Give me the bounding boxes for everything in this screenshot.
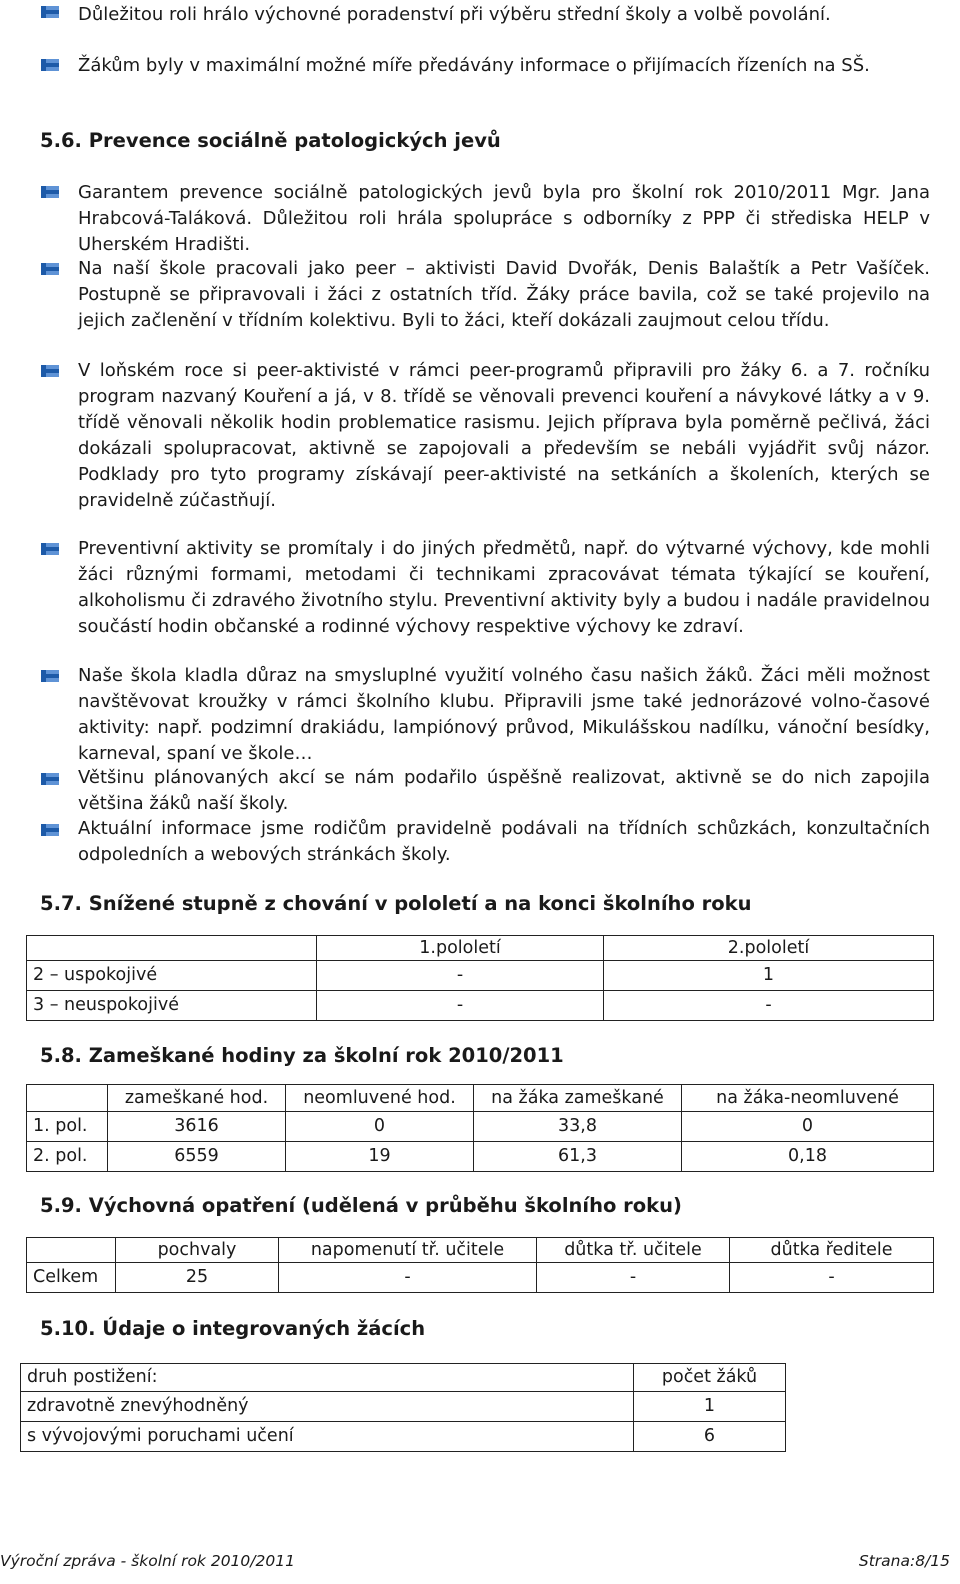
- page-number: Strana:8/15: [858, 1552, 950, 1570]
- table-header-cell: druh postižení:: [21, 1364, 634, 1392]
- table-cell: 0,18: [682, 1142, 934, 1172]
- table-cell: Celkem: [27, 1263, 116, 1293]
- table-cell: -: [730, 1263, 934, 1293]
- table-header-cell: zameškané hod.: [108, 1085, 286, 1112]
- missed-hours-table: [26, 1084, 934, 1172]
- table-cell: zdravotně znevýhodněný: [21, 1392, 634, 1422]
- bullet-icon: [40, 668, 60, 684]
- bullet-text: Preventivní aktivity se promítaly i do jiných předmětů, např. do výtvarné výchovy, kde mohli žáci různými formami, metodami či technikami zpracovávat témata týkající se kouření, alkoholismu či zdravého životního stylu. Preventivní aktivity byly a budou i nadále pravidelnou součástí hodin občanské a rodinné výchovy respektive výchovy ke zdraví.: [78, 538, 930, 637]
- bullet-icon: [40, 822, 60, 838]
- section-heading-5-6: 5.6. Prevence sociálně patologických jevů: [40, 129, 501, 152]
- table-cell: 6559: [108, 1142, 286, 1172]
- table-row: [27, 1142, 934, 1172]
- table-header-cell: 1.pololetí: [317, 936, 604, 961]
- behavior-grades-table: [26, 935, 934, 1021]
- table-cell: 1. pol.: [27, 1112, 108, 1142]
- table-cell: s vývojovými poruchami učení: [21, 1422, 634, 1452]
- table-row: [27, 961, 934, 991]
- table-cell: 2. pol.: [27, 1142, 108, 1172]
- table-row: [27, 1112, 934, 1142]
- bullet-text: Naše škola kladla důraz na smysluplné využití volného času našich žáků. Žáci měli možnost navštěvovat kroužky v rámci školního klubu. Připravili jsme také jednorázové volno-časové aktivity: např. podzimní drakiádu, lampiónový průvod, Mikulášskou nadílku, vánoční besídky, karneval, spaní ve škole…: [78, 665, 930, 764]
- table-header-cell: pochvaly: [116, 1238, 279, 1263]
- bullet-icon: [40, 261, 60, 277]
- table-cell: -: [317, 991, 604, 1021]
- table-cell: 2 – uspokojivé: [27, 961, 317, 991]
- bullet-text: Žákům byly v maximální možné míře předávány informace o přijímacích řízeních na SŠ.: [78, 55, 870, 76]
- table-cell: 6: [634, 1422, 786, 1452]
- table-row: [27, 991, 934, 1021]
- table-header-cell: [27, 1085, 108, 1112]
- table-header-cell: 2.pololetí: [604, 936, 934, 961]
- table-cell: 3 – neuspokojivé: [27, 991, 317, 1021]
- table-cell: -: [279, 1263, 537, 1293]
- bullet-icon: [40, 57, 60, 73]
- bullet-text: Důležitou roli hrálo výchovné poradenství při výběru střední školy a volbě povolání.: [78, 4, 831, 25]
- table-header-cell: neomluvené hod.: [286, 1085, 474, 1112]
- table-header-cell: počet žáků: [634, 1364, 786, 1392]
- section-heading-5-9: 5.9. Výchovná opatření (udělená v průběhu školního roku): [40, 1194, 682, 1217]
- bullet-text: V loňském roce si peer-aktivisté v rámci peer-programů připravili pro žáky 6. a 7. ročníku program nazvaný Kouření a já, v 8. třídě se věnovali prevenci kouření a návykové látky a v 9. třídě věnovali několik hodin problematice rasismu. Jejich příprava byla poměrně pečlivá, žáci dokázali spolupracovat, aktivně se zapojovali a především se nebáli vyjádřit svůj názor. Podklady pro tyto programy získávají peer-aktivisté na setkáních a školeních, kterých se pravidelně zúčastňují.: [78, 360, 930, 511]
- table-cell: -: [317, 961, 604, 991]
- bullet-text: Garantem prevence sociálně patologických jevů byla pro školní rok 2010/2011 Mgr. Jana Hrabcová-Taláková. Důležitou roli hrála spolupráce s odborníky z PPP či střediska HELP v Uherském Hradišti.: [78, 182, 930, 255]
- bullet-text: Většinu plánovaných akcí se nám podařilo úspěšně realizovat, aktivně se do nich zapojila většina žáků naší školy.: [78, 767, 930, 814]
- table-cell: 1: [634, 1392, 786, 1422]
- section-heading-5-7: 5.7. Snížené stupně z chování v pololetí a na konci školního roku: [40, 892, 752, 915]
- educational-measures-table: [26, 1237, 934, 1293]
- table-header-cell: [27, 936, 317, 961]
- table-cell: 3616: [108, 1112, 286, 1142]
- table-header-row: [27, 1085, 934, 1112]
- table-row: [21, 1422, 786, 1452]
- table-row: [21, 1392, 786, 1422]
- bullet-icon: [40, 363, 60, 379]
- bullet-text: Aktuální informace jsme rodičům pravidelně podávali na třídních schůzkách, konzultačních odpoledních a webových stránkách školy.: [78, 818, 930, 865]
- table-cell: -: [537, 1263, 730, 1293]
- table-cell: -: [604, 991, 934, 1021]
- footer-title: Výroční zpráva - školní rok 2010/2011: [0, 1552, 295, 1570]
- bullet-text: Na naší škole pracovali jako peer – aktivisti David Dvořák, Denis Balaštík a Petr Vašíček. Postupně se připravovali i žáci z ostatních tříd. Žáky práce bavila, což se také projevilo na jejich začlenění v třídním kolektivu. Byli to žáci, kteří dokázali zaujmout celou třídu.: [78, 258, 930, 331]
- table-header-row: [27, 936, 934, 961]
- bullet-icon: [40, 541, 60, 557]
- integrated-pupils-table: [20, 1363, 786, 1452]
- table-header-row: [21, 1364, 786, 1392]
- bullet-icon: [40, 771, 60, 787]
- table-header-row: [27, 1238, 934, 1263]
- table-header-cell: důtka tř. učitele: [537, 1238, 730, 1263]
- table-cell: 0: [286, 1112, 474, 1142]
- bullet-icon: [40, 4, 60, 20]
- table-row: [27, 1263, 934, 1293]
- table-header-cell: na žáka zameškané: [474, 1085, 682, 1112]
- table-header-cell: napomenutí tř. učitele: [279, 1238, 537, 1263]
- table-cell: 25: [116, 1263, 279, 1293]
- table-cell: 61,3: [474, 1142, 682, 1172]
- table-header-cell: na žáka-neomluvené: [682, 1085, 934, 1112]
- section-heading-5-8: 5.8. Zameškané hodiny za školní rok 2010/2011: [40, 1044, 564, 1067]
- table-cell: 19: [286, 1142, 474, 1172]
- table-cell: 33,8: [474, 1112, 682, 1142]
- section-heading-5-10: 5.10. Údaje o integrovaných žácích: [40, 1317, 426, 1340]
- table-cell: 0: [682, 1112, 934, 1142]
- table-cell: 1: [604, 961, 934, 991]
- table-header-cell: [27, 1238, 116, 1263]
- page-footer: [0, 1549, 960, 1573]
- table-header-cell: důtka ředitele: [730, 1238, 934, 1263]
- bullet-icon: [40, 184, 60, 200]
